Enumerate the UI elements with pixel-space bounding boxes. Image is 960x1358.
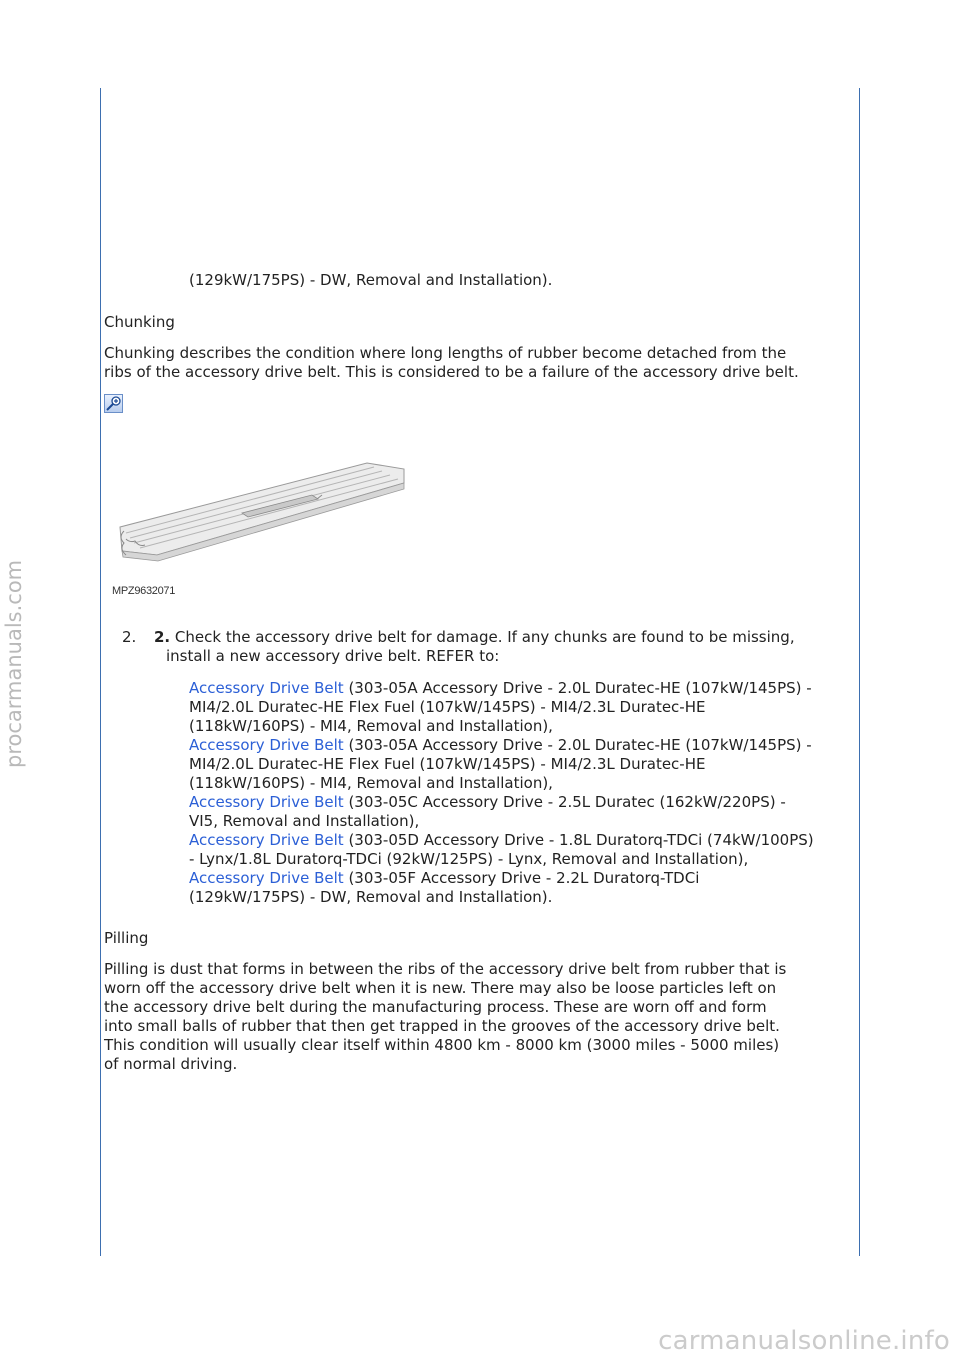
accessory-drive-belt-link[interactable]: Accessory Drive Belt bbox=[189, 831, 344, 849]
reference-text-line: - Lynx/1.8L Duratorq-TDCi (92kW/125PS) - Lynx, Removal and Installation), bbox=[189, 850, 749, 868]
accessory-drive-belt-link[interactable]: Accessory Drive Belt bbox=[189, 793, 344, 811]
chunking-body-line-1: Chunking describes the condition where long lengths of rubber become detached from the bbox=[104, 344, 787, 362]
reference-item bbox=[189, 869, 854, 888]
drive-belt-illustration[interactable] bbox=[112, 455, 412, 600]
right-margin-rule bbox=[859, 88, 860, 1256]
reference-text-line: MI4/2.0L Duratec-HE Flex Fuel (107kW/145PS) - MI4/2.3L Duratec-HE bbox=[189, 698, 706, 716]
pilling-line-6: of normal driving. bbox=[104, 1055, 238, 1073]
pilling-heading: Pilling bbox=[104, 929, 149, 947]
reference-item bbox=[189, 831, 854, 850]
reference-text-line: (118kW/160PS) - MI4, Removal and Installation), bbox=[189, 717, 553, 735]
accessory-drive-belt-link[interactable]: Accessory Drive Belt bbox=[189, 736, 344, 754]
reference-text-line: (118kW/160PS) - MI4, Removal and Installation), bbox=[189, 774, 553, 792]
reference-item bbox=[189, 679, 854, 698]
reference-text-line: (129kW/175PS) - DW, Removal and Installation). bbox=[189, 888, 553, 906]
left-margin-rule bbox=[100, 88, 101, 1256]
reference-text-line: MI4/2.0L Duratec-HE Flex Fuel (107kW/145PS) - MI4/2.3L Duratec-HE bbox=[189, 755, 706, 773]
accessory-drive-belt-link[interactable]: Accessory Drive Belt bbox=[189, 679, 344, 697]
reference-item bbox=[189, 793, 854, 812]
pilling-line-4: into small balls of rubber that then get trapped in the grooves of the accessory drive belt. bbox=[104, 1017, 780, 1035]
pilling-line-2: worn off the accessory drive belt when it is new. There may also be loose particles left on bbox=[104, 979, 777, 997]
footer-watermark: carmanualsonline.info bbox=[658, 1326, 950, 1356]
zoom-in-icon[interactable] bbox=[104, 394, 123, 413]
reference-text: (303-05A Accessory Drive - 2.0L Duratec-HE (107kW/145PS) - bbox=[343, 736, 812, 754]
reference-text: (303-05C Accessory Drive - 2.5L Duratec (162kW/220PS) - bbox=[343, 793, 786, 811]
reference-text: (303-05D Accessory Drive - 1.8L Duratorq-TDCi (74kW/100PS) bbox=[343, 831, 814, 849]
side-watermark: procarmanuals.com bbox=[2, 559, 26, 768]
reference-item bbox=[189, 736, 854, 755]
pilling-line-5: This condition will usually clear itself within 4800 km - 8000 km (3000 miles - 5000 miles) bbox=[104, 1036, 780, 1054]
step-line-1 bbox=[154, 628, 795, 647]
chunking-heading: Chunking bbox=[104, 313, 175, 331]
reference-list bbox=[189, 679, 854, 907]
reference-text-line: VI5, Removal and Installation), bbox=[189, 812, 420, 830]
step-line-2: install a new accessory drive belt. REFER to: bbox=[166, 647, 500, 665]
step-bold-number: 2. bbox=[154, 628, 171, 646]
step-line-1-text: Check the accessory drive belt for damage. If any chunks are found to be missing, bbox=[170, 628, 795, 646]
step-number: 2. bbox=[122, 628, 137, 646]
chunking-body-line-2: ribs of the accessory drive belt. This is considered to be a failure of the accessory drive belt. bbox=[104, 363, 799, 381]
continuation-text: (129kW/175PS) - DW, Removal and Installation). bbox=[189, 271, 553, 289]
figure-label: MPZ9632071 bbox=[112, 585, 176, 597]
pilling-line-1: Pilling is dust that forms in between the ribs of the accessory drive belt from rubber that is bbox=[104, 960, 787, 978]
pilling-line-3: the accessory drive belt during the manufacturing process. These are worn off and form bbox=[104, 998, 767, 1016]
reference-text: (303-05F Accessory Drive - 2.2L Duratorq-TDCi bbox=[343, 869, 700, 887]
accessory-drive-belt-link[interactable]: Accessory Drive Belt bbox=[189, 869, 344, 887]
reference-text: (303-05A Accessory Drive - 2.0L Duratec-HE (107kW/145PS) - bbox=[343, 679, 812, 697]
